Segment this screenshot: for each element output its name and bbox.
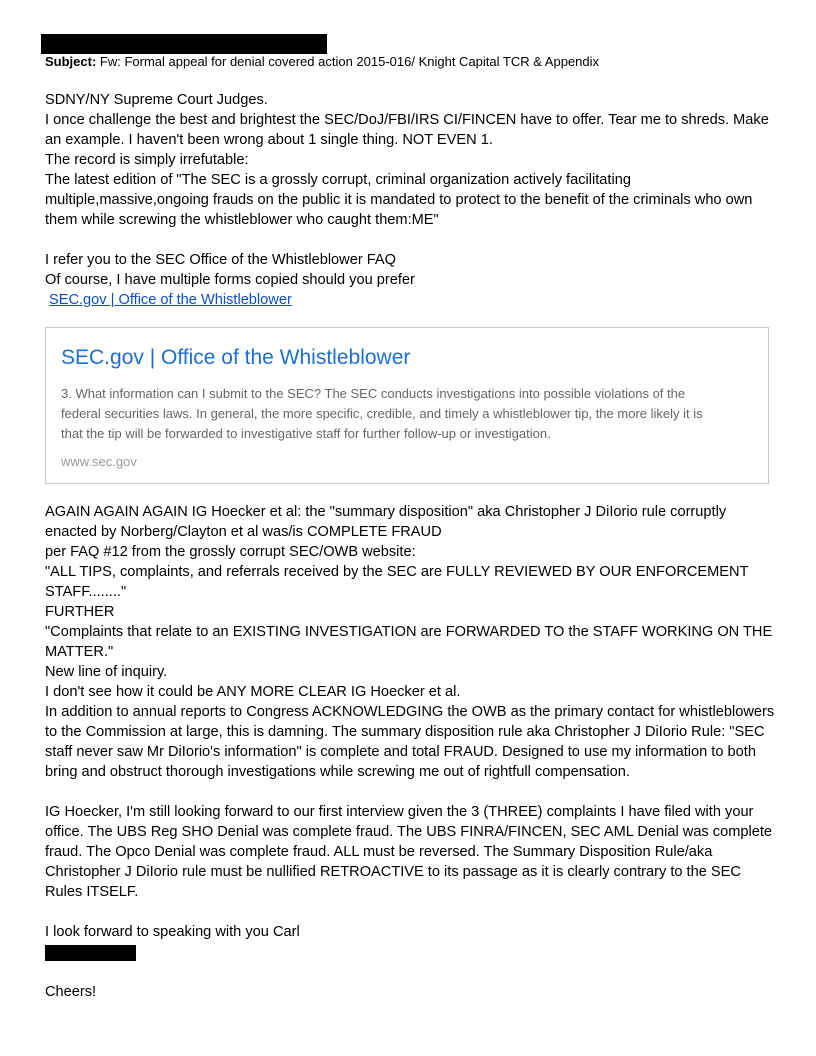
body-line: New line of inquiry.: [45, 664, 168, 680]
intro-line: The latest edition of "The SEC is a grossly corrupt, criminal organization actively facilitating multiple,massive,ongoing frauds on the public it is mandated to protect to the benefit of the criminals who own them while screwing the whistleblower who caught them:ME": [45, 172, 753, 228]
redaction-bar-sender: [41, 34, 327, 54]
intro-line: The record is simply irrefutable:: [45, 152, 249, 168]
body-line: AGAIN AGAIN AGAIN IG Hoecker et al: the "summary disposition" aka Christopher J DiIorio rule corruptly enacted by Norberg/Clayton et al was/is COMPLETE FRAUD: [45, 504, 727, 540]
body-paragraph: [45, 502, 780, 782]
refer-line: Of course, I have multiple forms copied should you prefer: [45, 272, 415, 288]
body-line: per FAQ #12 from the grossly corrupt SEC/OWB website:: [45, 544, 416, 560]
body-line: "ALL TIPS, complaints, and referrals received by the SEC are FULLY REVIEWED BY OUR ENFORCEMENT STAFF........": [45, 564, 749, 600]
signoff: Cheers!: [45, 984, 97, 1000]
closing-line: I look forward to speaking with you Carl: [45, 924, 300, 940]
hoecker-paragraph: IG Hoecker, I'm still looking forward to our first interview given the 3 (THREE) complaints I have filed with your office. The UBS Reg SHO Denial was complete fraud. The UBS FINRA/FINCEN, SEC AML Denial was complete fraud. The Opco Denial was complete fraud. ALL must be reversed. The Summary Disposition Rule/aka Christopher J DiIorio rule must be nullified RETROACTIVE to its passage as it is clearly contrary to the SEC Rules ITSELF.: [45, 804, 773, 900]
body-line: "Complaints that relate to an EXISTING INVESTIGATION are FORWARDED TO the STAFF WORKING ON THE MATTER.": [45, 624, 773, 660]
subject-text: Fw: Formal appeal for denial covered action 2015-016/ Knight Capital TCR & Appendix: [96, 54, 600, 69]
refer-line: I refer you to the SEC Office of the Whistleblower FAQ: [45, 252, 396, 268]
intro-line: I once challenge the best and brightest the SEC/DoJ/FBI/IRS CI/FINCEN have to offer. Tear me to shreds. Make an example. I haven't been wrong about 1 single thing. NOT EVEN 1.: [45, 112, 769, 148]
whistleblower-link[interactable]: SEC.gov | Office of the Whistleblower: [49, 292, 292, 308]
preview-site: www.sec.gov: [61, 454, 137, 469]
intro-line: SDNY/NY Supreme Court Judges.: [45, 92, 268, 108]
preview-title[interactable]: SEC.gov | Office of the Whistleblower: [61, 346, 411, 369]
body-line: In addition to annual reports to Congress ACKNOWLEDGING the OWB as the primary contact for whistleblowers to the Commission at large, this is damning. The summary disposition rule aka Christopher J DiIorio Rule: "SEC staff never saw Mr DiIorio's information" is complete and total FRAUD. Designed to use my information to both bring and obstruct thorough investigations while screwing me out of rightfull compensation.: [45, 704, 775, 780]
refer-paragraph: [45, 250, 780, 310]
link-preview-card[interactable]: [45, 327, 769, 484]
subject-label: Subject:: [45, 54, 97, 69]
body-line: I don't see how it could be ANY MORE CLEAR IG Hoecker et al.: [45, 684, 461, 700]
redaction-bar-signature: [45, 945, 136, 961]
intro-paragraph: [45, 90, 780, 230]
email-subject-line: [45, 54, 599, 70]
body-line: FURTHER: [45, 604, 115, 620]
preview-description: 3. What information can I submit to the SEC? The SEC conducts investigations into possible violations of the federal securities laws. In general, the more specific, credible, and timely a whistleblower tip, the more likely it is that the tip will be forwarded to investigative staff for further follow-up or investigation.: [61, 386, 703, 441]
